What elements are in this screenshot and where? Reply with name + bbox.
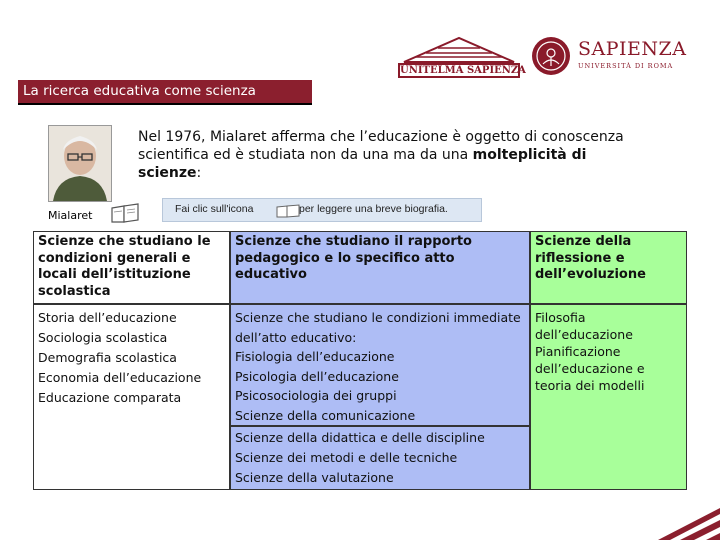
list-item: Scienze della comunicazione (235, 407, 416, 423)
book-icon[interactable] (110, 202, 140, 224)
book-icon-small[interactable] (275, 204, 301, 218)
col2-header: Scienze che studiano il rapporto pedagogico e lo specifico atto educativo (230, 231, 530, 304)
col3-list (535, 309, 682, 394)
col3-body (530, 304, 687, 490)
col1-body (33, 304, 230, 490)
biography-hint (162, 198, 482, 222)
intro-end: : (196, 165, 202, 181)
col1-list (38, 308, 225, 408)
intro-emphasis: molteplicità di scienze (138, 147, 587, 181)
list-item: Psicosociologia dei gruppi (235, 388, 397, 403)
list-item: Scienze che studiano le condizioni immediate dell’atto educativo: (235, 310, 521, 345)
unitelma-wordmark: UNITELMA SAPIENZA (400, 65, 526, 76)
list-item: Economia dell’educazione (38, 370, 202, 385)
sapienza-seal-icon (531, 36, 571, 76)
unitelma-logo (398, 36, 526, 80)
list-item: Scienze dei metodi e delle tecniche (235, 450, 458, 465)
list-item: Psicologia dell’educazione (235, 368, 399, 384)
intro-paragraph (138, 128, 648, 182)
col2b-list (235, 428, 525, 488)
list-item: Scienze della didattica e delle discipline (235, 430, 485, 445)
bio-hint-post: per leggere una breve biografia. (299, 203, 448, 215)
bio-hint-pre: Fai clic sull'icona (175, 203, 254, 215)
list-item: Filosofia dell’educazione (535, 310, 633, 342)
list-item: Pianificazione dell’educazione e teoria dei modelli (535, 344, 645, 393)
col2-body-top (230, 304, 530, 426)
portrait-caption: Mialaret (48, 209, 93, 222)
col3-header: Scienze della riflessione e dell’evoluzione (530, 231, 687, 304)
intro-text: Nel 1976, Mialaret afferma che l’educazione è oggetto di conoscenza scientifica ed è studiata non da una ma da una (138, 129, 624, 163)
list-item: Educazione comparata (38, 390, 182, 405)
list-item: Scienze della valutazione (235, 470, 394, 485)
portrait-image (49, 126, 111, 201)
sapienza-name: SAPIENZA (578, 38, 687, 60)
page-title: La ricerca educativa come scienza (18, 80, 312, 103)
list-item: Sociologia scolastica (38, 330, 168, 345)
col2-list (235, 308, 525, 425)
unitelma-building-icon (398, 36, 520, 64)
list-item: Fisiologia dell’educazione (235, 349, 395, 364)
sapienza-subtitle: UNIVERSITÀ DI ROMA (578, 62, 674, 70)
mialaret-portrait (48, 125, 112, 202)
col2-body-bottom (230, 426, 530, 490)
corner-stripes (610, 500, 720, 540)
list-item: Storia dell’educazione (38, 310, 177, 325)
title-divider (18, 103, 312, 105)
list-item: Demografia scolastica (38, 350, 177, 365)
col1-header: Scienze che studiano le condizioni generali e locali dell’istituzione scolastica (33, 231, 230, 304)
